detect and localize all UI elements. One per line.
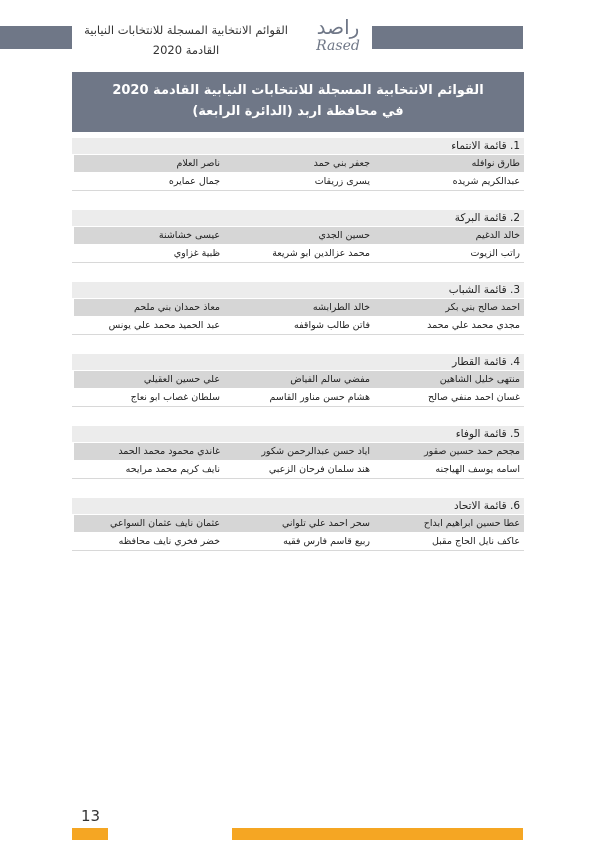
candidate-name: حسين الجدي	[224, 227, 374, 244]
candidate-name: عيسى خشاشنة	[74, 227, 224, 244]
candidate-name: ربيع قاسم فارس فقيه	[283, 536, 370, 547]
candidate-name: فاتن طالب شواقفه	[294, 320, 370, 331]
candidate-row	[72, 371, 524, 388]
banner-subtitle: في محافظة اربد (الدائرة الرابعة)	[192, 104, 404, 119]
footer-bar-left	[72, 828, 108, 840]
lists-container	[72, 138, 524, 551]
candidate-name: غسان احمد منفي صالح	[427, 392, 520, 403]
logo-english: Rased	[316, 38, 360, 54]
candidate-name: مفضي سالم الفياض	[224, 371, 374, 388]
candidate-row	[72, 245, 524, 263]
candidate-name: احمد صالح بني بكر	[374, 299, 524, 316]
candidate-name: خضر فخري نايف محافظه	[118, 536, 220, 547]
candidate-name: طارق نوافله	[374, 155, 524, 172]
electoral-list	[72, 210, 524, 263]
header-title-line2: القادمة 2020	[152, 43, 220, 57]
electoral-list	[72, 426, 524, 479]
list-title: 3. قائمة الشباب	[72, 282, 524, 298]
candidate-name: عاكف نايل الحاج مقبل	[431, 536, 520, 547]
candidate-name: مجدي محمد علي محمد	[427, 320, 520, 331]
banner-title: القوائم الانتخابية المسجلة للانتخابات النيابية القادمة 2020	[112, 83, 484, 98]
candidate-row	[72, 461, 524, 479]
page-banner	[72, 72, 524, 132]
candidate-row	[72, 317, 524, 335]
candidate-name: هشام حسن مناور القاسم	[269, 392, 370, 403]
candidate-name: سحر احمد علي تلواني	[224, 515, 374, 532]
list-title: 4. قائمة القطار	[72, 354, 524, 370]
electoral-list	[72, 354, 524, 407]
logo-arabic: راصد	[316, 15, 360, 39]
candidate-row	[72, 389, 524, 407]
list-title: 1. قائمة الانتماء	[72, 138, 524, 154]
candidate-name: عطا حسين ابراهيم ابداح	[374, 515, 524, 532]
header-title	[76, 20, 296, 60]
candidate-name: يسرى زريقات	[314, 176, 370, 187]
candidate-name: خالد الدغيم	[374, 227, 524, 244]
list-title: 5. قائمة الوفاء	[72, 426, 524, 442]
candidate-name: راتب الزيوت	[470, 248, 520, 259]
candidate-name: اسامه يوسف الهياجنه	[435, 464, 520, 475]
header-bar-left	[0, 26, 72, 49]
candidate-name: ناصر العلام	[74, 155, 224, 172]
candidate-name: جعفر بني حمد	[224, 155, 374, 172]
candidate-name: نايف كريم محمد مرايحه	[125, 464, 220, 475]
page-number: 13	[81, 807, 101, 825]
candidate-name: عبد الحميد محمد علي يونس	[108, 320, 220, 331]
list-title: 2. قائمة البركة	[72, 210, 524, 226]
candidate-name: اياد حسن عبدالرحمن شكور	[224, 443, 374, 460]
candidate-name: عثمان نايف عثمان السواعي	[74, 515, 224, 532]
candidate-name: جمال عمايره	[168, 176, 220, 187]
candidate-row	[72, 443, 524, 460]
electoral-list	[72, 138, 524, 191]
candidate-name: معاذ حمدان بني ملحم	[74, 299, 224, 316]
candidate-row	[72, 299, 524, 316]
candidate-name: خالد الطرابشه	[224, 299, 374, 316]
rased-logo	[304, 16, 372, 54]
candidate-row	[72, 173, 524, 191]
candidate-name: هند سلمان فرحان الزعبي	[268, 464, 370, 475]
list-title: 6. قائمة الاتحاد	[72, 498, 524, 514]
candidate-name: عبدالكريم شريده	[452, 176, 520, 187]
candidate-row	[72, 515, 524, 532]
header-title-line1: القوائم الانتخابية المسجلة للانتخابات النيابية	[84, 23, 288, 37]
candidate-row	[72, 155, 524, 172]
candidate-name: محمد عزالدين ابو شريعة	[272, 248, 370, 259]
electoral-list	[72, 282, 524, 335]
candidate-name: ظبية غزاوي	[173, 248, 220, 259]
candidate-name: منتهى خليل الشاهين	[374, 371, 524, 388]
candidate-row	[72, 533, 524, 551]
footer-bar-right	[232, 828, 523, 840]
header-bar-right	[372, 26, 523, 49]
candidate-name: سلطان غصاب ابو نعاج	[130, 392, 220, 403]
candidate-row	[72, 227, 524, 244]
candidate-name: علي حسين العقيلي	[74, 371, 224, 388]
candidate-name: غاندي محمود محمد الحمد	[74, 443, 224, 460]
electoral-list	[72, 498, 524, 551]
main-content	[72, 72, 524, 570]
candidate-name: مجحم حمد حسين صقور	[374, 443, 524, 460]
